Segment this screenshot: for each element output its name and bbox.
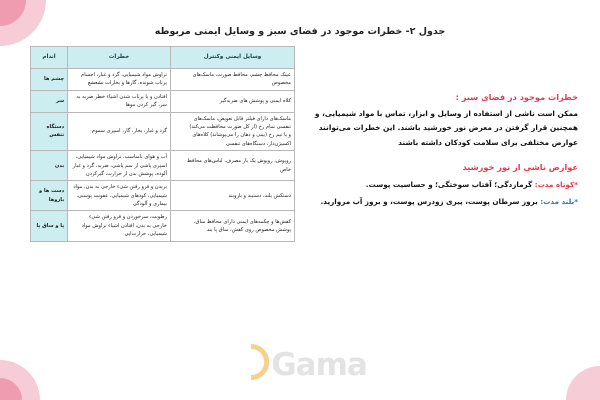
decorative-corner-bottom-left-inner — [0, 378, 22, 400]
table-row — [31, 69, 295, 91]
cell-item: چشم ها — [31, 69, 68, 91]
short-term-label: *کوتاه مدت: — [534, 180, 578, 190]
cell-item: دست ها و بازوها — [31, 181, 68, 211]
notes-long-term — [308, 195, 578, 209]
table-row — [31, 90, 295, 112]
table-row — [31, 181, 295, 211]
cell-hazards: آب و هوای نامناسب، تراوش مواد شیمیایی، اسپری پاشی از سم پاشی، ضربه، گرد و غبار آلوده، پوشش بدن از حرارت، گیرکردن — [68, 151, 171, 181]
hazards-table — [30, 46, 295, 242]
decorative-corner-top-left — [0, 0, 46, 46]
decorative-corner-top-left-inner — [0, 0, 26, 26]
cell-controls: ماسک‌های دارای فیلتر قابل تعویض، ماسک‌های تنفسی تمام رخ (از کل صورت محافظت می‌کند) و یا نیم رخ (بینی و دهان را می‌پوشاند) کلاه‌های اکسیژن‌دار، دستگاه‌های تنفسی — [170, 112, 294, 151]
table-row — [31, 151, 295, 181]
watermark-text: Gama — [271, 347, 367, 383]
column-header-item: اندام — [31, 47, 68, 69]
long-term-label: *بلند مدت: — [540, 196, 578, 206]
cell-hazards: بریدن و فرو رفتن شیء خارجی به بدن، مواد شیمیایی، کودهای شیمیایی، عفونت پوستی، بیماری و آلودگی — [68, 181, 171, 211]
cell-item: دستگاه تنفس — [31, 112, 68, 151]
cell-controls: روپوش، روپوش یک بار مصرف، لباس‌های محافظ خاص — [170, 151, 294, 181]
cell-controls: دستکش بلند، دستبند و بازوبند — [170, 181, 294, 211]
short-term-text: گرمازدگی؛ آفتاب سوختگی؛ و حساسیت پوست. — [365, 180, 533, 190]
long-term-text: بروز سرطان پوست، پیری زودرس پوست، و بروز آب مروارید. — [320, 196, 538, 206]
cell-hazards: تراوش مواد شیمیایی، گرد و غبار، اجسام پرتاب شونده، گازها و بخارات تشعشع — [68, 69, 171, 91]
notes-heading-hazards: خطرات موجود در فضای سبز : — [455, 92, 578, 102]
cell-controls: کفش‌ها و چکمه‌های ایمنی دارای محافظ ساق، پوشش مخصوص روی کفش، ساق پا بند — [170, 211, 294, 241]
table-row — [31, 112, 295, 151]
table-header — [31, 47, 295, 69]
decorative-corner-bottom-left — [0, 360, 40, 400]
cell-hazards: رطوبت، سرخوردن و فرو رفتن شیء خارجی به بدن، افتادن اشیاء تراوش مواد شیمیایی، حرارت‌ایی — [68, 211, 171, 241]
cell-controls: عینک محافظ چشم، محافظ صورت، ماسک‌های مخصوص — [170, 69, 294, 91]
table-header-row — [31, 47, 295, 69]
column-header-controls: وسایل ایمنی وکنترل — [170, 47, 294, 69]
notes-panel — [308, 92, 578, 212]
notes-short-term — [308, 178, 578, 192]
notes-heading-sun: عوارض ناشی از نور خورشید — [462, 162, 578, 173]
table-row — [31, 211, 295, 241]
cell-hazards: گرد و غبار، بخار، گاز، اسپری سموم — [68, 112, 171, 151]
cell-controls: کلاه ایمنی و پوشش های ضربه‌گیر — [170, 90, 294, 112]
cell-item: بدن — [31, 151, 68, 181]
cell-item: پا و ساق پا — [31, 211, 68, 241]
cell-hazards: افتادن و یا پرتاب شدن اشیاء خطر ضربه به سر، گیر کردن موها — [68, 90, 171, 112]
watermark — [233, 344, 367, 386]
notes-body-hazards: ممکن است ناشی از استفاده از وسایل و ابزار، تماس با مواد شیمیایی، و همچنین قرار گرفتن در معرض نور خورشید باشند. این خطرات می‌توانند عوارض مختلفی برای سلامت کودکان داشته باشند — [314, 109, 578, 147]
table-body — [31, 69, 295, 242]
watermark-arc-icon — [226, 337, 277, 388]
decorative-corner-bottom-right — [566, 366, 600, 400]
page-title: جدول ۲- خطرات موجود در فضای سبز و وسایل ایمنی مربوطه — [154, 26, 446, 37]
cell-item: سر — [31, 90, 68, 112]
column-header-hazards: خطرات — [68, 47, 171, 69]
hazards-table-wrapper — [30, 46, 295, 242]
